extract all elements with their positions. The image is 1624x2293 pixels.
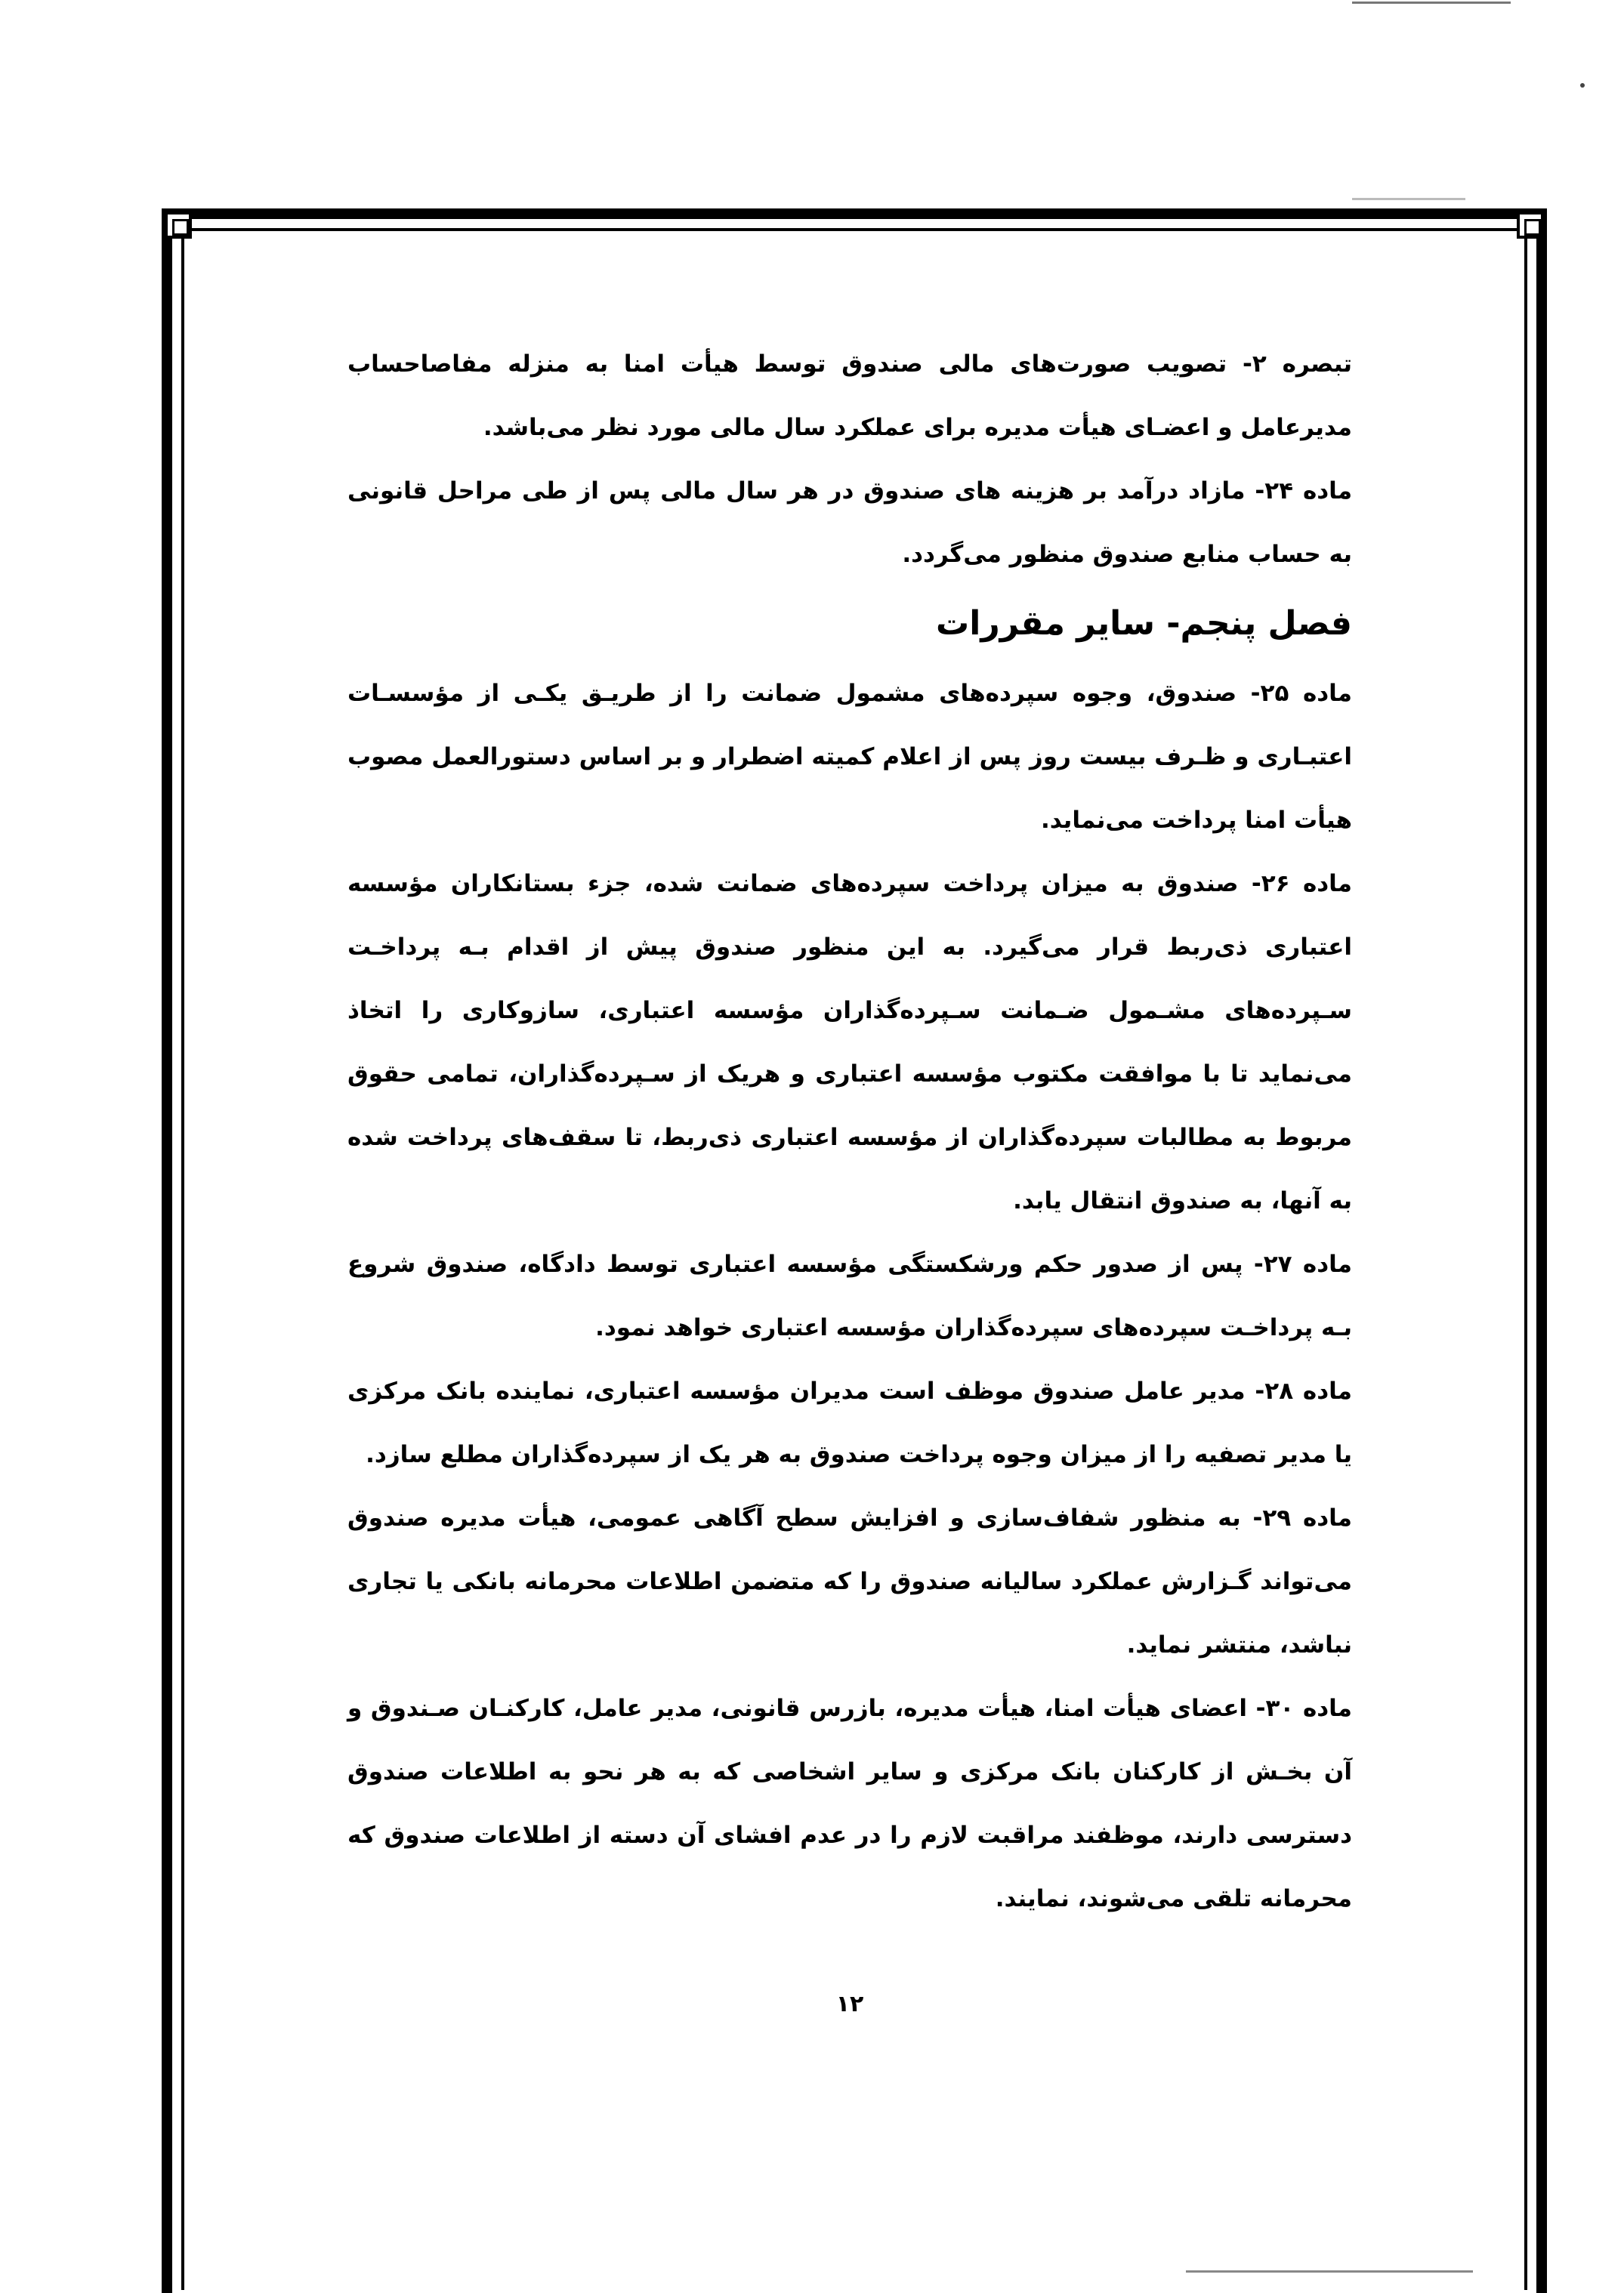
article-30 xyxy=(347,1677,1352,1930)
article-25 xyxy=(347,662,1352,852)
article-text: اعضای هیأت امنا، هیأت مدیره، بازرس قانونی، مدیر عامل، کارکنـان صـندوق و آن بخـش از کارکنان بانک مرکزی و سایر اشخاصی که به هر نحو به اطلاعات صندوق دسترسی دارند، موظفند مراقبت لازم را در عدم افشای آن دسته از اطلاعات صندوق که محرمانه تلقی می‌شوند، نمایند. xyxy=(347,1695,1352,1912)
article-text: مدیر عامل صندوق موظف است مدیران مؤسسه اعتباری، نماینده بانک مرکزی یا مدیر تصفیه را از میزان وجوه پرداخت صندوق به هر یک از سپرده‌گذاران مطلع سازد. xyxy=(347,1378,1352,1468)
page-number: ۱۲ xyxy=(835,1991,864,2017)
article-text: مازاد درآمد بر هزینه های صندوق در هر سال مالی پس از طی مراحل قانونی به حساب منابع صندوق منظور می‌گردد. xyxy=(347,477,1352,568)
border-corner-ornament-right xyxy=(1517,211,1544,239)
scan-mark-top xyxy=(1352,2,1511,4)
article-label: ماده ۲۸- xyxy=(1255,1378,1352,1405)
article-29 xyxy=(347,1486,1352,1677)
article-label: ماده ۲۴- xyxy=(1255,477,1353,505)
note-text: تصویب صورت‌های مالی صندوق توسط هیأت امنا به منزله مفاصاحساب مدیرعامل و اعضـای هیأت مدیره برای عملکرد سال مالی مورد نظر می‌باشد. xyxy=(347,350,1352,441)
document-body xyxy=(347,332,1352,1930)
article-28 xyxy=(347,1359,1352,1486)
article-label: ماده ۲۹- xyxy=(1252,1504,1352,1532)
scan-mark-upper xyxy=(1352,198,1465,200)
article-label: ماده ۲۶- xyxy=(1251,870,1352,897)
section-heading: فصل پنجم- سایر مقررات xyxy=(936,604,1352,643)
article-label: ماده ۲۷- xyxy=(1253,1251,1352,1278)
article-text: به منظور شفاف‌سازی و افزایش سطح آگاهی عمومی، هیأت مدیره صندوق می‌تواند گـزارش عملکرد سالیانه صندوق را که متضمن اطلاعات محرمانه بانکی یا تجاری نباشد، منتشر نماید. xyxy=(347,1504,1352,1659)
article-24 xyxy=(347,459,1352,586)
article-label: ماده ۲۵- xyxy=(1250,680,1352,707)
article-27 xyxy=(347,1233,1352,1359)
border-corner-ornament-left xyxy=(165,211,192,239)
scan-speck xyxy=(1580,83,1585,88)
note-label: تبصره ۲- xyxy=(1242,350,1353,378)
article-text: پس از صدور حکم ورشکستگی مؤسسه اعتباری توسط دادگاه، صندوق شروع بـه پرداخـت سپرده‌های سپرده‌گذاران مؤسسه اعتباری خواهد نمود. xyxy=(347,1251,1352,1341)
article-26 xyxy=(347,852,1352,1233)
note-2 xyxy=(347,332,1352,459)
article-text: صندوق به میزان پرداخت سپرده‌های ضمانت شده، جزء بستانکاران مؤسسه اعتباری ذی‌ربط قرار می‌گیرد. به این منظور صندوق پیش از اقدام بـه پرداخـت سـپرده‌های مشـمول ضـمانت سـپرده‌گذاران مؤسسه اعتباری، سازوکاری را اتخاذ می‌نماید تا با موافقت مکتوب مؤسسه اعتباری و هریک از سـپرده‌گذاران، تمامی حقوق مربوط به مطالبات سپرده‌گذاران از مؤسسه اعتباری ذی‌ربط، تا سقف‌های پرداخت شده به آنها، به صندوق انتقال یابد. xyxy=(347,870,1352,1214)
article-text: صندوق، وجوه سپرده‌های مشمول ضمانت را از طریـق یکـی از مؤسسـات اعتبـاری و ظـرف بیست روز پس از اعلام کمیته اضطرار و بر اساس دستورالعمل مصوب هیأت امنا پرداخت می‌نماید. xyxy=(347,680,1352,834)
article-label: ماده ۳۰- xyxy=(1255,1695,1352,1722)
